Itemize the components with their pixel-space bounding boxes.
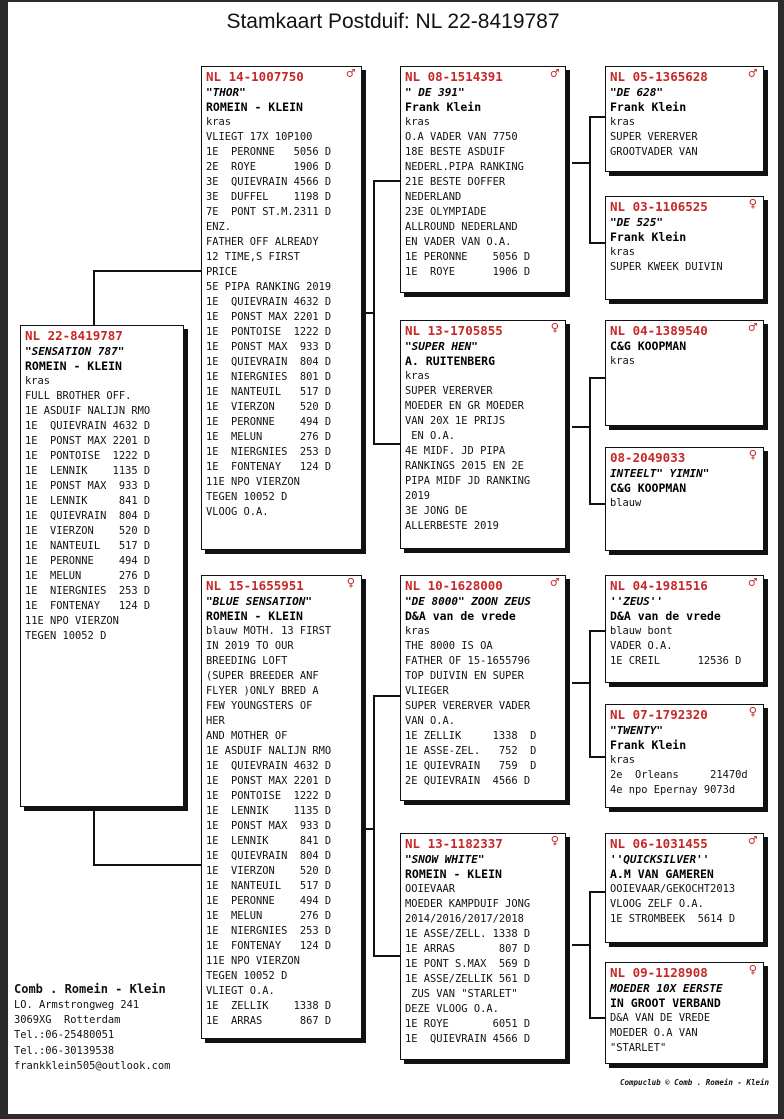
male-icon: ♂ (748, 833, 757, 849)
detail-line: 2019 (405, 490, 431, 502)
connector-line (93, 864, 201, 866)
detail-line: SUPER VERERVER (405, 385, 493, 397)
detail-line: VLIEGT 17X 10P100 (206, 131, 313, 143)
details (610, 496, 759, 511)
detail-line: 1E NANTEUIL 517 D (206, 386, 332, 398)
detail-line: "STARLET" (610, 1042, 667, 1054)
detail-line: 5E PIPA RANKING 2019 (206, 281, 332, 293)
details (610, 753, 759, 798)
detail-line: OOIEVAAR (405, 883, 456, 895)
detail-line: 1E LENNIK 841 D (25, 495, 151, 507)
connector-line (373, 955, 400, 957)
detail-line: MOEDER O.A VAN (610, 1027, 698, 1039)
male-icon: ♂ (346, 66, 355, 82)
detail-line: PIPA MIDF JD RANKING (405, 475, 531, 487)
detail-line: 1E NANTEUIL 517 D (206, 880, 332, 892)
detail-line: 1E FONTENAY 124 D (25, 600, 151, 612)
detail-line: PRICE (206, 266, 238, 278)
detail-line: 1E MELUN 276 D (206, 910, 332, 922)
detail-line: FATHER OFF ALREADY (206, 236, 319, 248)
paternal-grandmother-card[interactable] (400, 320, 566, 549)
connector-line (373, 443, 400, 445)
great-grandparent-card[interactable] (605, 447, 764, 551)
detail-line: 1E MELUN 276 D (25, 570, 151, 582)
detail-line: MOEDER EN GR MOEDER (405, 400, 524, 412)
detail-line: 3069XG Rotterdam (14, 1014, 121, 1027)
male-icon: ♂ (550, 575, 559, 591)
details (610, 354, 759, 369)
detail-line: FEW YOUNGSTERS OF (206, 700, 313, 712)
detail-line: 1E ARRAS 867 D (206, 1015, 332, 1027)
owner-name: D&A van de vrede (405, 609, 516, 623)
detail-line: 1E NANTEUIL 517 D (25, 540, 151, 552)
detail-line: 4E MIDF. JD PIPA (405, 445, 506, 457)
ring-number: NL 13-1705855 ♀ (405, 320, 559, 338)
connector-line (589, 116, 605, 118)
detail-line: 1E VIERZON 520 D (206, 401, 332, 413)
great-grandparent-card[interactable] (605, 66, 764, 172)
detail-line: 1E ASDUIF NALIJN RMO (206, 745, 332, 757)
details (206, 624, 357, 1029)
detail-line: ALLROUND NEDERLAND (405, 221, 518, 233)
owner-name: A.M VAN GAMEREN (610, 867, 714, 881)
details (610, 245, 759, 275)
detail-line: kras (206, 116, 232, 128)
male-icon: ♂ (550, 66, 559, 82)
detail-line: 1E NIERGNIES 253 D (206, 446, 332, 458)
detail-line: 1E PERONNE 5056 D (206, 146, 332, 158)
breeder-name: Comb . Romein - Klein (14, 982, 166, 996)
detail-line: 1E QUIEVRAIN 804 D (206, 356, 332, 368)
ring-number: NL 05-1365628 ♂ (610, 66, 757, 84)
details (610, 882, 759, 927)
pigeon-name: "DE 628" (610, 86, 663, 99)
detail-line: 2E ROYE 1906 D (206, 161, 332, 173)
details (610, 1011, 759, 1056)
detail-line: SUPER VERERVER (610, 131, 698, 143)
owner-name: Frank Klein (610, 100, 687, 114)
pigeon-name: "SENSATION 787" (25, 345, 125, 358)
pigeon-name: INTEELT" YIMIN" (610, 467, 710, 480)
detail-line: VAN O.A. (405, 715, 456, 727)
detail-line: VLOOG ZELF O.A. (610, 898, 704, 910)
connector-line (589, 891, 605, 893)
detail-line: blauw bont (610, 625, 673, 637)
great-grandparent-card[interactable] (605, 575, 764, 683)
detail-line: blauw (610, 497, 642, 509)
detail-line: ZUS VAN "STARLET" (405, 988, 518, 1000)
connector-line (589, 377, 591, 504)
details (610, 115, 759, 160)
connector-line (93, 270, 95, 325)
detail-line: 1E ASSE/ZELL. 1338 D (405, 928, 531, 940)
subject-card[interactable] (20, 325, 184, 807)
detail-line: 1E PONST MAX 933 D (206, 820, 332, 832)
details (405, 369, 561, 534)
pigeon-name: "TWENTY" (610, 724, 663, 737)
pigeon-name: "SNOW WHITE" (405, 853, 485, 866)
detail-line: 7E PONT ST.M.2311 D (206, 206, 332, 218)
connector-line (373, 695, 400, 697)
owner-name: Frank Klein (405, 100, 482, 114)
male-icon: ♂ (748, 320, 757, 336)
detail-line: SUPER KWEEK DUIVIN (610, 261, 723, 273)
detail-line: RANKINGS 2015 EN 2E (405, 460, 524, 472)
detail-line: 2E QUIEVRAIN 4566 D (405, 775, 531, 787)
ring-number: NL 04-1389540 ♂ (610, 320, 757, 338)
detail-line: kras (610, 116, 636, 128)
details (405, 115, 561, 280)
detail-line: TOP DUIVIN EN SUPER (405, 670, 524, 682)
pigeon-name: "THOR" (206, 86, 246, 99)
detail-line: 3E JONG DE (405, 505, 468, 517)
great-grandparent-card[interactable] (605, 962, 764, 1064)
ring-number: NL 10-1628000 ♂ (405, 575, 559, 593)
ring-number: NL 09-1128908 ♀ (610, 962, 757, 980)
detail-line: 1E FONTENAY 124 D (206, 940, 332, 952)
ring-number: NL 22-8419787 (25, 328, 123, 343)
connector-line (589, 1017, 605, 1019)
detail-line: 3E DUFFEL 1198 D (206, 191, 332, 203)
detail-line: 1E ROYE 6051 D (405, 1018, 531, 1030)
detail-line: 1E NIERGNIES 801 D (206, 371, 332, 383)
owner-name: ROMEIN - KLEIN (206, 100, 303, 114)
detail-line: 1E QUIEVRAIN 759 D (405, 760, 537, 772)
owner-name: ROMEIN - KLEIN (25, 359, 122, 373)
detail-line: 4e npo Epernay 9073d (610, 784, 736, 796)
connector-line (589, 630, 605, 632)
owner-name: ROMEIN - KLEIN (405, 867, 502, 881)
detail-line: THE 8000 IS OA (405, 640, 493, 652)
detail-line: FULL BROTHER OFF. (25, 390, 132, 402)
detail-line: 1E PONST MAX 2201 D (206, 775, 332, 787)
ring-number: 08-2049033 ♀ (610, 447, 757, 465)
detail-line: kras (610, 754, 636, 766)
detail-line: kras (405, 370, 431, 382)
detail-line: ENZ. (206, 221, 232, 233)
great-grandparent-card[interactable] (605, 320, 764, 426)
detail-line: blauw MOTH. 13 FIRST (206, 625, 332, 637)
detail-line: 11E NPO VIERZON (25, 615, 119, 627)
pigeon-name: ''ZEUS'' (610, 595, 663, 608)
pigeon-name: "BLUE SENSATION" (206, 595, 312, 608)
connector-line (589, 503, 605, 505)
connector-line (589, 756, 605, 758)
detail-line: ALLERBESTE 2019 (405, 520, 499, 532)
connector-line (589, 116, 591, 243)
female-icon: ♀ (550, 833, 559, 849)
detail-line: 1E QUIEVRAIN 4632 D (206, 296, 332, 308)
pigeon-name: " DE 391" (405, 86, 465, 99)
detail-line: BREEDING LOFT (206, 655, 288, 667)
female-icon: ♀ (748, 447, 757, 463)
detail-line: kras (25, 375, 51, 387)
detail-line: 1E LENNIK 1135 D (206, 805, 332, 817)
detail-line: 1E PERONNE 494 D (206, 895, 332, 907)
details (25, 374, 179, 644)
detail-line: SUPER VERERVER VADER (405, 700, 531, 712)
detail-line: O.A VADER VAN 7750 (405, 131, 518, 143)
detail-line: 1E PONST MAX 2201 D (206, 311, 332, 323)
detail-line: 1E PONST MAX 933 D (206, 341, 332, 353)
detail-line: 11E NPO VIERZON (206, 476, 300, 488)
detail-line: 11E NPO VIERZON (206, 955, 300, 967)
detail-line: EN VADER VAN O.A. (405, 236, 512, 248)
detail-line: 1E STROMBEEK 5614 D (610, 913, 736, 925)
detail-line: 1E QUIEVRAIN 4632 D (25, 420, 151, 432)
detail-line: LO. Armstrongweg 241 (14, 999, 140, 1011)
ring-number: NL 04-1981516 ♂ (610, 575, 757, 593)
pigeon-name: ''QUICKSILVER'' (610, 853, 710, 866)
paternal-grandfather-card[interactable] (400, 66, 566, 293)
connector-line (589, 377, 605, 379)
detail-line: 3E QUIEVRAIN 4566 D (206, 176, 332, 188)
detail-line: Tel.:06-30139538 (14, 1044, 115, 1057)
detail-line: (SUPER BREEDER ANF (206, 670, 319, 682)
connector-line (362, 828, 374, 830)
ring-number: NL 03-1106525 ♀ (610, 196, 757, 214)
detail-line: 2014/2016/2017/2018 (405, 913, 524, 925)
detail-line: 2e Orleans 21470d (610, 769, 748, 781)
connector-line (373, 180, 400, 182)
connector-line (362, 312, 374, 314)
detail-line: AND MOTHER OF (206, 730, 288, 742)
ring-number: NL 15-1655951 ♀ (206, 575, 355, 593)
detail-line: 1E ASSE/ZELLIK 561 D (405, 973, 531, 985)
detail-line: 1E PONST MAX 933 D (25, 480, 151, 492)
detail-line: FATHER OF 15-1655796 (405, 655, 531, 667)
detail-line: 1E FONTENAY 124 D (206, 461, 332, 473)
female-icon: ♀ (748, 704, 757, 720)
detail-line: HER (206, 715, 225, 727)
detail-line: 1E PERONNE 5056 D (405, 251, 531, 263)
connector-line (93, 807, 95, 865)
detail-line: 1E ARRAS 807 D (405, 943, 531, 955)
detail-line: NEDERL.PIPA RANKING (405, 161, 524, 173)
pigeon-name: "SUPER HEN" (405, 340, 478, 353)
contact-details (14, 998, 170, 1074)
detail-line: VLIEGER (405, 685, 449, 697)
male-icon: ♂ (748, 66, 757, 82)
owner-name: C&G KOOPMAN (610, 481, 687, 495)
detail-line: D&A VAN DE VREDE (610, 1012, 711, 1024)
detail-line: 1E ZELLIK 1338 D (206, 1000, 332, 1012)
mother-card[interactable] (201, 575, 362, 1039)
connector-line (589, 891, 591, 1018)
connector-line (572, 162, 590, 164)
detail-line: 1E PONTOISE 1222 D (25, 450, 151, 462)
great-grandparent-card[interactable] (605, 704, 764, 808)
details (405, 882, 561, 1047)
female-icon: ♀ (550, 320, 559, 336)
detail-line: 1E LENNIK 1135 D (25, 465, 151, 477)
detail-line: TEGEN 10052 D (206, 970, 288, 982)
detail-line: 1E QUIEVRAIN 4632 D (206, 760, 332, 772)
maternal-grandmother-card[interactable] (400, 833, 566, 1060)
detail-line: 1E QUIEVRAIN 804 D (206, 850, 332, 862)
connector-line (572, 426, 590, 428)
ring-number: NL 14-1007750 ♂ (206, 66, 355, 84)
detail-line: 1E NIERGNIES 253 D (206, 925, 332, 937)
detail-line: 1E LENNIK 841 D (206, 835, 332, 847)
detail-line: VLIEGT O.A. (206, 985, 275, 997)
detail-line: 1E ASDUIF NALIJN RMO (25, 405, 151, 417)
owner-name: Frank Klein (610, 738, 687, 752)
detail-line: 18E BESTE ASDUIF (405, 146, 506, 158)
details (405, 624, 561, 789)
connector-line (373, 695, 375, 956)
detail-line: 1E NIERGNIES 253 D (25, 585, 151, 597)
connector-line (93, 270, 201, 272)
detail-line: 1E MELUN 276 D (206, 431, 332, 443)
detail-line: 1E PONTOISE 1222 D (206, 790, 332, 802)
detail-line: 1E VIERZON 520 D (25, 525, 151, 537)
detail-line: VLOOG O.A. (206, 506, 269, 518)
pedigree-sheet (8, 2, 778, 1114)
detail-line: 1E PERONNE 494 D (25, 555, 151, 567)
detail-line: TEGEN 10052 D (25, 630, 107, 642)
page-title: Stamkaart Postduif: NL 22-8419787 (226, 10, 560, 33)
detail-line: 1E PONT S.MAX 569 D (405, 958, 531, 970)
detail-line: 21E BESTE DOFFER (405, 176, 506, 188)
father-card[interactable] (201, 66, 362, 550)
detail-line: kras (610, 355, 636, 367)
connector-line (589, 242, 605, 244)
connector-line (572, 944, 590, 946)
detail-line: 1E VIERZON 520 D (206, 865, 332, 877)
owner-name: ROMEIN - KLEIN (206, 609, 303, 623)
pigeon-name: "DE 525" (610, 216, 663, 229)
detail-line: 1E ZELLIK 1338 D (405, 730, 537, 742)
detail-line: kras (405, 625, 431, 637)
detail-line: 1E PERONNE 494 D (206, 416, 332, 428)
detail-line: MOEDER KAMPDUIF JONG (405, 898, 531, 910)
pigeon-name: MOEDER 10X EERSTE (610, 982, 723, 995)
detail-line: Tel.:06-25480051 (14, 1029, 115, 1042)
connector-line (589, 630, 591, 757)
detail-line: FLYER )ONLY BRED A (206, 685, 319, 697)
detail-line: VADER O.A. (610, 640, 673, 652)
detail-line: IN 2019 TO OUR (206, 640, 294, 652)
detail-line: NEDERLAND (405, 191, 462, 203)
great-grandparent-card[interactable] (605, 833, 764, 943)
detail-line: 1E PONTOISE 1222 D (206, 326, 332, 338)
detail-line: 1E QUIEVRAIN 804 D (25, 510, 151, 522)
detail-line: kras (610, 246, 636, 258)
detail-line: GROOTVADER VAN (610, 146, 698, 158)
female-icon: ♀ (346, 575, 355, 591)
detail-line: 1E PONST MAX 2201 D (25, 435, 151, 447)
owner-name: D&A van de vrede (610, 609, 721, 623)
detail-line: OOIEVAAR/GEKOCHT2013 (610, 883, 736, 895)
detail-line: DEZE VLOOG O.A. (405, 1003, 499, 1015)
breeder-contact (14, 980, 170, 1074)
detail-line: kras (405, 116, 431, 128)
maternal-grandfather-card[interactable] (400, 575, 566, 801)
female-icon: ♀ (748, 962, 757, 978)
details (610, 624, 759, 669)
ring-number: NL 07-1792320 ♀ (610, 704, 757, 722)
detail-line: 1E ROYE 1906 D (405, 266, 531, 278)
owner-name: C&G KOOPMAN (610, 339, 687, 353)
detail-line: EN O.A. (405, 430, 456, 442)
ring-number: NL 13-1182337 ♀ (405, 833, 559, 851)
detail-line: 23E OLYMPIADE (405, 206, 487, 218)
details (206, 115, 357, 520)
female-icon: ♀ (748, 196, 757, 212)
owner-name: IN GROOT VERBAND (610, 996, 721, 1010)
detail-line: VAN 20X 1E PRIJS (405, 415, 506, 427)
copyright-note: Compuclub © Comb . Romein - Klein (620, 1078, 770, 1087)
detail-line: 1E QUIEVRAIN 4566 D (405, 1033, 531, 1045)
great-grandparent-card[interactable] (605, 196, 764, 300)
detail-line: 12 TIME,S FIRST (206, 251, 300, 263)
pigeon-name: "DE 8000" ZOON ZEUS (405, 595, 531, 608)
ring-number: NL 06-1031455 ♂ (610, 833, 757, 851)
ring-number: NL 08-1514391 ♂ (405, 66, 559, 84)
owner-name: Frank Klein (610, 230, 687, 244)
owner-name: A. RUITENBERG (405, 354, 496, 368)
detail-line: TEGEN 10052 D (206, 491, 288, 503)
male-icon: ♂ (748, 575, 757, 591)
detail-line: frankklein505@outlook.com (14, 1059, 171, 1072)
detail-line: 1E ASSE-ZEL. 752 D (405, 745, 537, 757)
connector-line (572, 682, 590, 684)
detail-line: 1E CREIL 12536 D (610, 655, 742, 667)
